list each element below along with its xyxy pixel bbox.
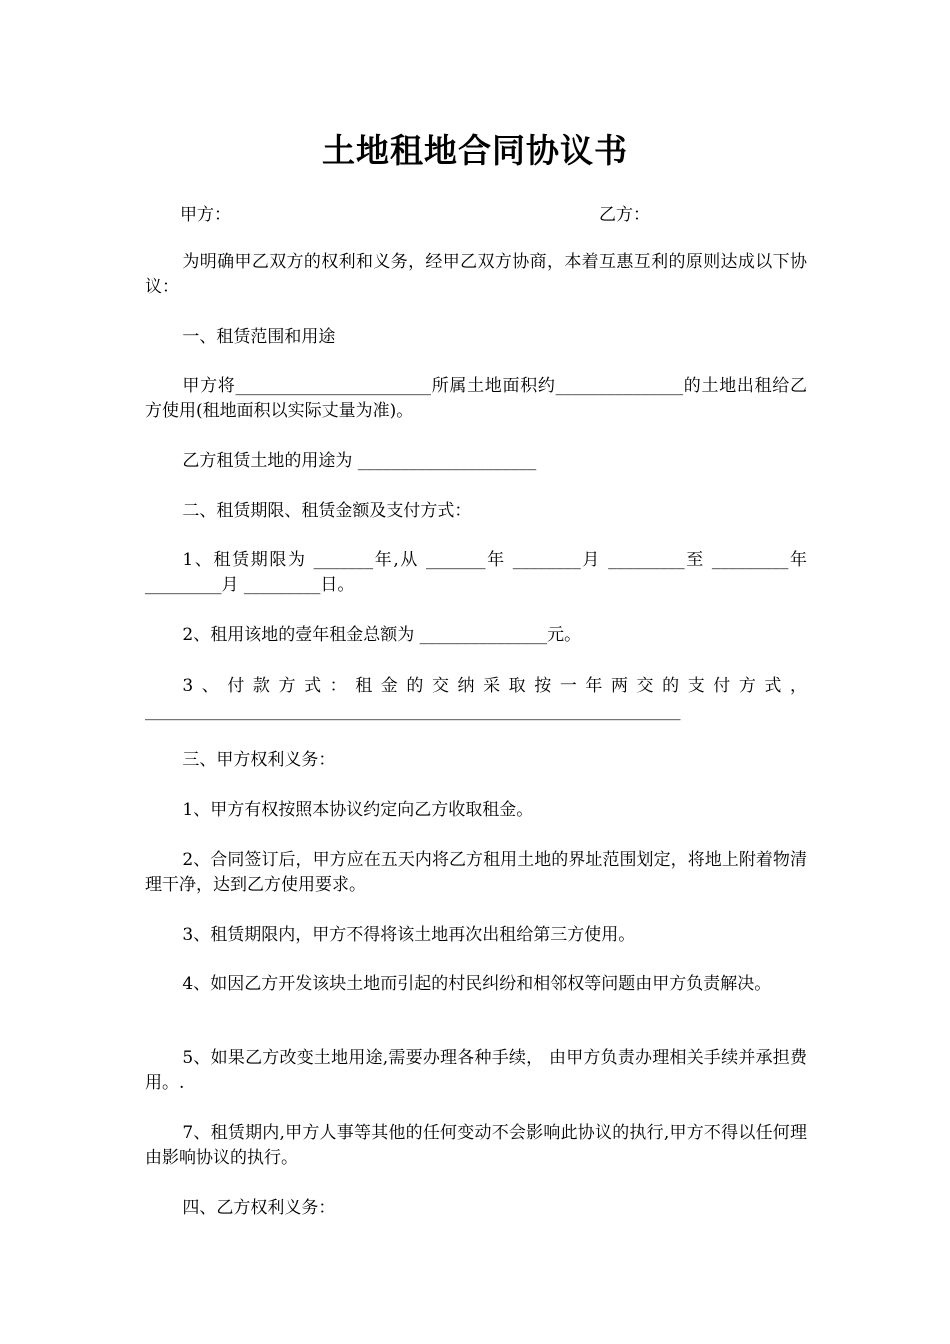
payment-method-clause: 3、付款方式：租金的交纳采取按一年两交的支付方式，_______________________________________________________________	[145, 676, 807, 721]
section-2-heading: 二、租赁期限、租赁金额及支付方式：	[182, 501, 472, 521]
section-1-heading: 一、租赁范围和用途	[182, 327, 336, 347]
lease-term-clause: 1、租赁期限为 _______年,从 _______年 ________月 _________至 _________年_________月 _________日。	[145, 550, 807, 595]
section-3-heading: 三、甲方权利义务：	[182, 750, 336, 770]
party-a-clause-3: 3、租赁期限内，甲方不得将该土地再次出租给第三方使用。	[182, 925, 636, 945]
party-a-label: 甲方：	[180, 205, 231, 225]
document-title: 土地租地合同协议书	[322, 131, 628, 170]
annual-rent-clause: 2、租用该地的壹年租金总额为 _______________元。	[182, 625, 582, 645]
party-a-clause-4: 4、如因乙方开发该块土地而引起的村民纠纷和相邻权等问题由甲方负责解决。	[182, 974, 772, 994]
party-a-clause-7: 7、租赁期内,甲方人事等其他的任何变动不会影响此协议的执行,甲方不得以任何理由影响协议的执行。	[145, 1123, 807, 1168]
party-a-clause-5: 5、如果乙方改变土地用途,需要办理各种手续， 由甲方负责办理相关手续并承担费用。.	[145, 1048, 807, 1093]
section-4-heading: 四、乙方权利义务：	[182, 1198, 336, 1218]
party-a-clause-1: 1、甲方有权按照本协议约定向乙方收取租金。	[182, 800, 534, 820]
land-use-clause: 乙方租赁土地的用途为 _____________________	[182, 451, 537, 471]
intro-paragraph: 为明确甲乙双方的权利和义务，经甲乙双方协商，本着互惠互利的原则达成以下协议：	[145, 252, 807, 297]
party-b-label: 乙方：	[599, 205, 650, 225]
lease-scope-clause: 甲方将_______________________所属土地面积约_______________的土地出租给乙方使用(租地面积以实际丈量为准)。	[145, 376, 807, 421]
party-a-clause-2: 2、合同签订后，甲方应在五天内将乙方租用土地的界址范围划定，将地上附着物清理干净，达到乙方使用要求。	[145, 850, 807, 895]
